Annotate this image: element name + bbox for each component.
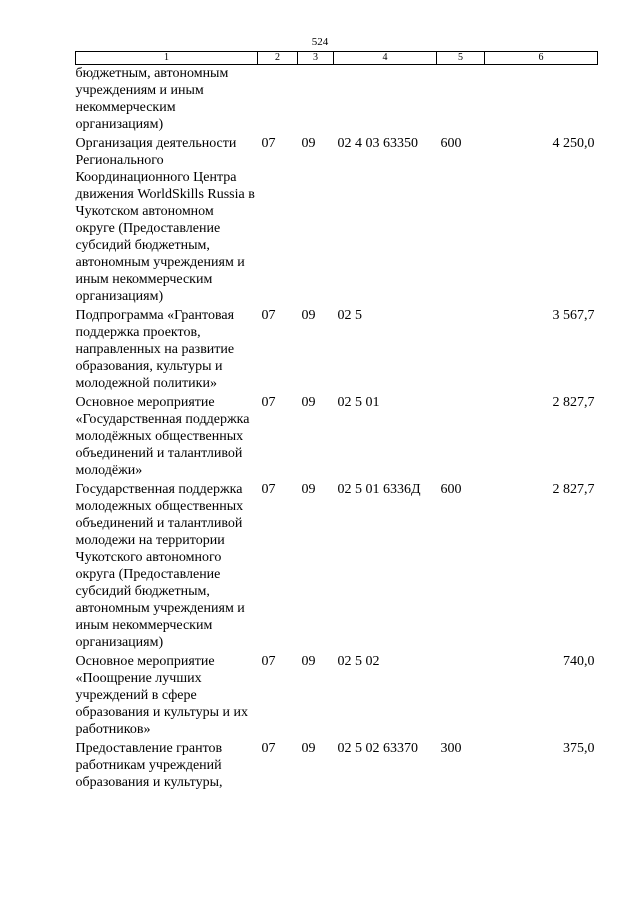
row-amount xyxy=(485,65,598,136)
row-target-article: 02 5 xyxy=(337,308,362,323)
column-header-2: 2 xyxy=(258,52,298,65)
row-amount: 740,0 xyxy=(563,654,595,669)
row-expense-type xyxy=(437,65,485,136)
row-section: 07 xyxy=(261,741,276,756)
table-row xyxy=(76,394,598,481)
row-section: 07 xyxy=(261,136,276,151)
row-expense-type: 600 xyxy=(440,482,462,497)
table-row xyxy=(76,65,598,136)
row-target-article: 02 4 03 63350 xyxy=(337,136,418,151)
table-row xyxy=(76,135,598,307)
row-subsection: 09 xyxy=(301,741,316,756)
row-name: бюджетным, автономным учреждениям и иным некоммерческим организациям) xyxy=(75,66,229,132)
row-name: Государственная поддержка молодежных общественных объединений и талантливой молодежи на территории Чукотского автономного округа (Предоставление субсидий бюджетным, автономным учреждениям и иным некоммерческим организациям) xyxy=(75,482,245,650)
row-section: 07 xyxy=(261,308,276,323)
table-row xyxy=(76,740,598,793)
row-amount: 375,0 xyxy=(563,741,595,756)
row-amount: 3 567,7 xyxy=(552,308,595,323)
column-header-6: 6 xyxy=(485,52,598,65)
budget-table xyxy=(75,51,598,793)
row-name: Подпрограмма «Грантовая поддержка проектов, направленных на развитие образования, культуры и молодежной политики» xyxy=(75,308,235,391)
column-header-5: 5 xyxy=(437,52,485,65)
row-target-article: 02 5 01 6336Д xyxy=(337,482,421,497)
row-amount: 4 250,0 xyxy=(552,136,595,151)
row-subsection: 09 xyxy=(301,395,316,410)
table-row xyxy=(76,481,598,653)
column-header-4: 4 xyxy=(334,52,437,65)
row-amount: 2 827,7 xyxy=(552,482,595,497)
row-section xyxy=(258,65,298,136)
row-amount: 2 827,7 xyxy=(552,395,595,410)
row-expense-type xyxy=(437,394,485,481)
row-subsection xyxy=(298,65,334,136)
row-subsection: 09 xyxy=(301,308,316,323)
row-section: 07 xyxy=(261,395,276,410)
row-target-article xyxy=(334,65,437,136)
row-target-article: 02 5 01 xyxy=(337,395,380,410)
row-name: Организация деятельности Регионального Координационного Центра движения WorldSkills Russia в Чукотском автономном округе (Предоставление субсидий бюджетным, автономным учреждениям и иным некоммерческим организациям) xyxy=(75,136,255,304)
row-subsection: 09 xyxy=(301,482,316,497)
row-expense-type xyxy=(437,307,485,394)
row-expense-type: 300 xyxy=(440,741,462,756)
row-name: Основное мероприятие «Государственная поддержка молодёжных общественных объединений и талантливой молодёжи» xyxy=(75,395,250,478)
row-subsection: 09 xyxy=(301,654,316,669)
row-subsection: 09 xyxy=(301,136,316,151)
column-header-3: 3 xyxy=(298,52,334,65)
table-header-row xyxy=(76,52,598,65)
row-name: Основное мероприятие «Поощрение лучших учреждений в сфере образования и культуры и их работников» xyxy=(75,654,248,737)
row-name: Предоставление грантов работникам учреждений образования и культуры, xyxy=(75,741,223,790)
row-section: 07 xyxy=(261,482,276,497)
row-target-article: 02 5 02 xyxy=(337,654,380,669)
table-row xyxy=(76,653,598,740)
row-expense-type: 600 xyxy=(440,136,462,151)
column-header-1: 1 xyxy=(76,52,258,65)
table-row xyxy=(76,307,598,394)
row-section: 07 xyxy=(261,654,276,669)
row-expense-type xyxy=(437,653,485,740)
row-target-article: 02 5 02 63370 xyxy=(337,741,418,756)
page-number: 524 xyxy=(311,36,329,48)
